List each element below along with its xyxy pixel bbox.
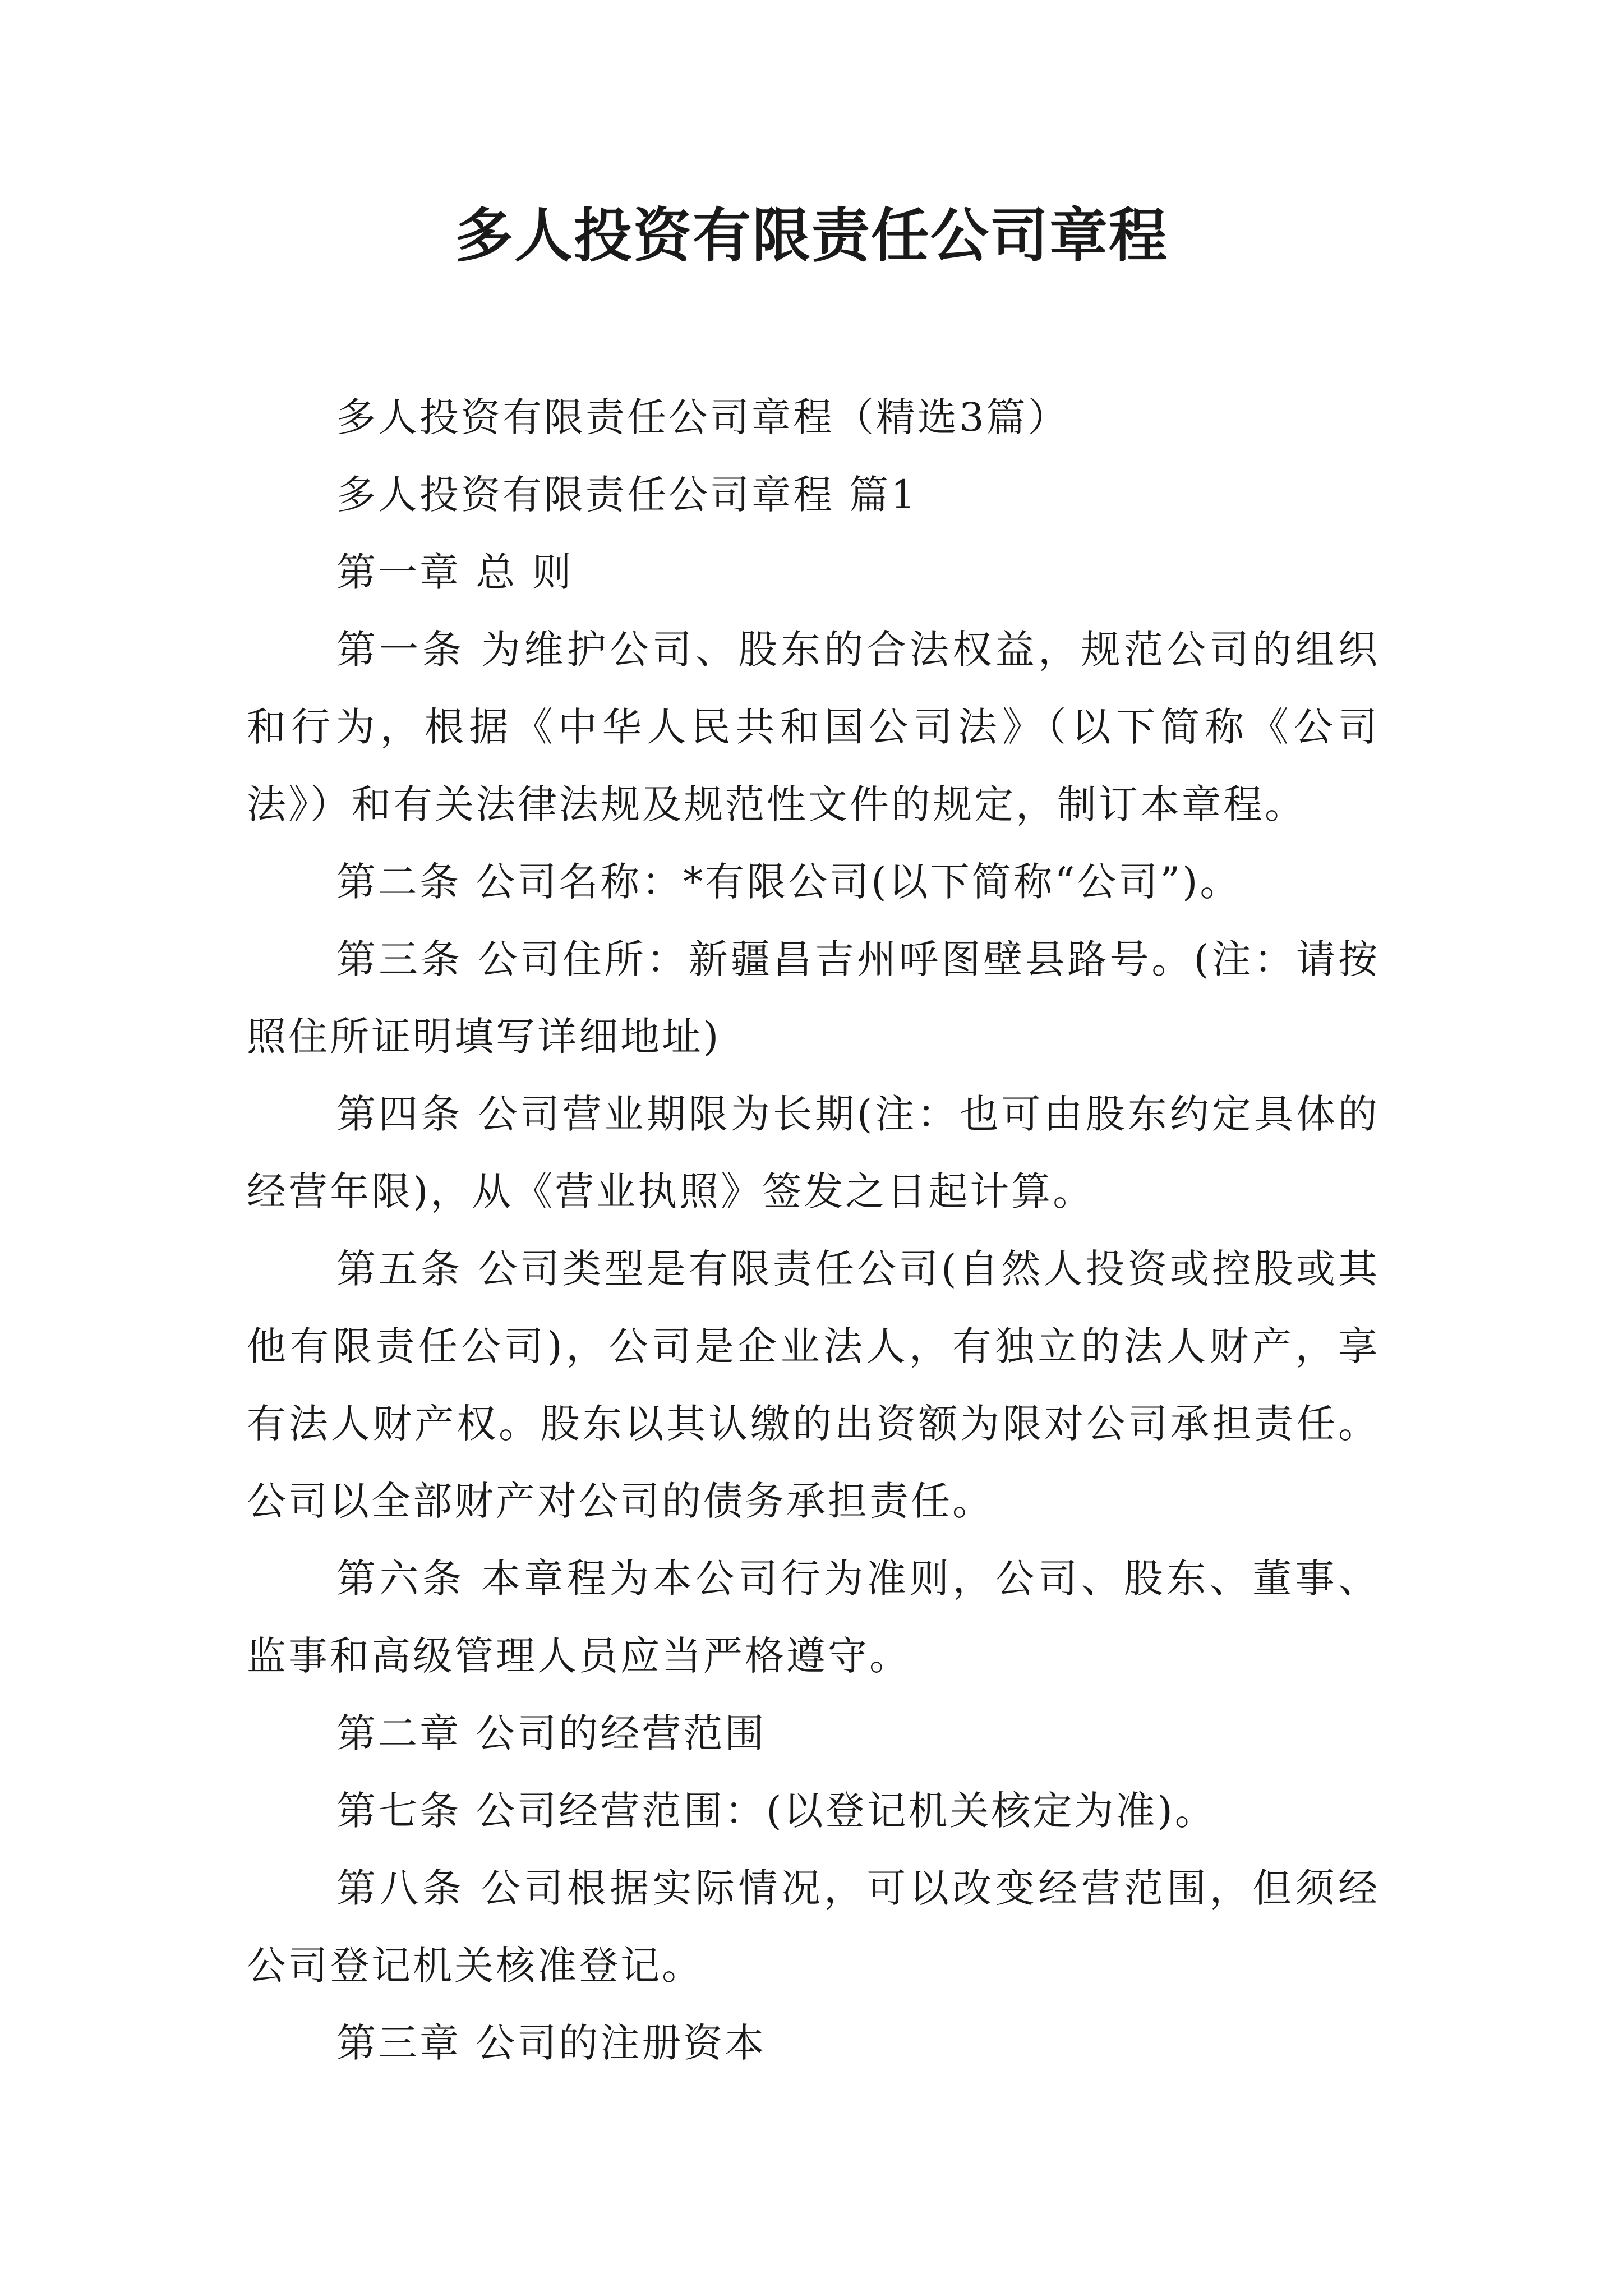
- section-heading-part-1: 多人投资有限责任公司章程 篇1: [336, 472, 918, 518]
- article-8: 第八条 公司根据实际情况，可以改变经营范围，但须经公司登记机关核准登记。: [247, 1865, 1380, 1989]
- chapter-heading-1: 第一章 总 则: [336, 549, 574, 595]
- article-4: 第四条 公司营业期限为长期(注：也可由股东约定具体的经营年限)，从《营业执照》签发之日起计算。: [247, 1091, 1380, 1214]
- article-3: 第三条 公司住所：新疆昌吉州呼图壁县路号。(注：请按照住所证明填写详细地址): [247, 936, 1380, 1060]
- article-5: 第五条 公司类型是有限责任公司(自然人投资或控股或其他有限责任公司)，公司是企业法人，有独立的法人财产，享有法人财产权。股东以其认缴的出资额为限对公司承担责任。公司以全部财产对公司的债务承担责任。: [247, 1246, 1380, 1524]
- article-6: 第六条 本章程为本公司行为准则，公司、股东、董事、监事和高级管理人员应当严格遵守。: [247, 1556, 1380, 1679]
- document-body: [247, 379, 1380, 2082]
- article-1: 第一条 为维护公司、股东的合法权益，规范公司的组织和行为，根据《中华人民共和国公司法》（以下简称《公司法》）和有关法律法规及规范性文件的规定，制订本章程。: [247, 627, 1380, 827]
- document-title: 多人投资有限责任公司章程: [454, 201, 1168, 270]
- article-2: 第二条 公司名称：*有限公司(以下简称“公司”)。: [336, 859, 1242, 905]
- doc-subtitle: 多人投资有限责任公司章程（精选3篇）: [336, 394, 1069, 440]
- article-7: 第七条 公司经营范围：(以登记机关核定为准)。: [336, 1788, 1216, 1834]
- chapter-heading-2: 第二章 公司的经营范围: [336, 1710, 767, 1756]
- chapter-heading-3: 第三章 公司的注册资本: [336, 2020, 767, 2066]
